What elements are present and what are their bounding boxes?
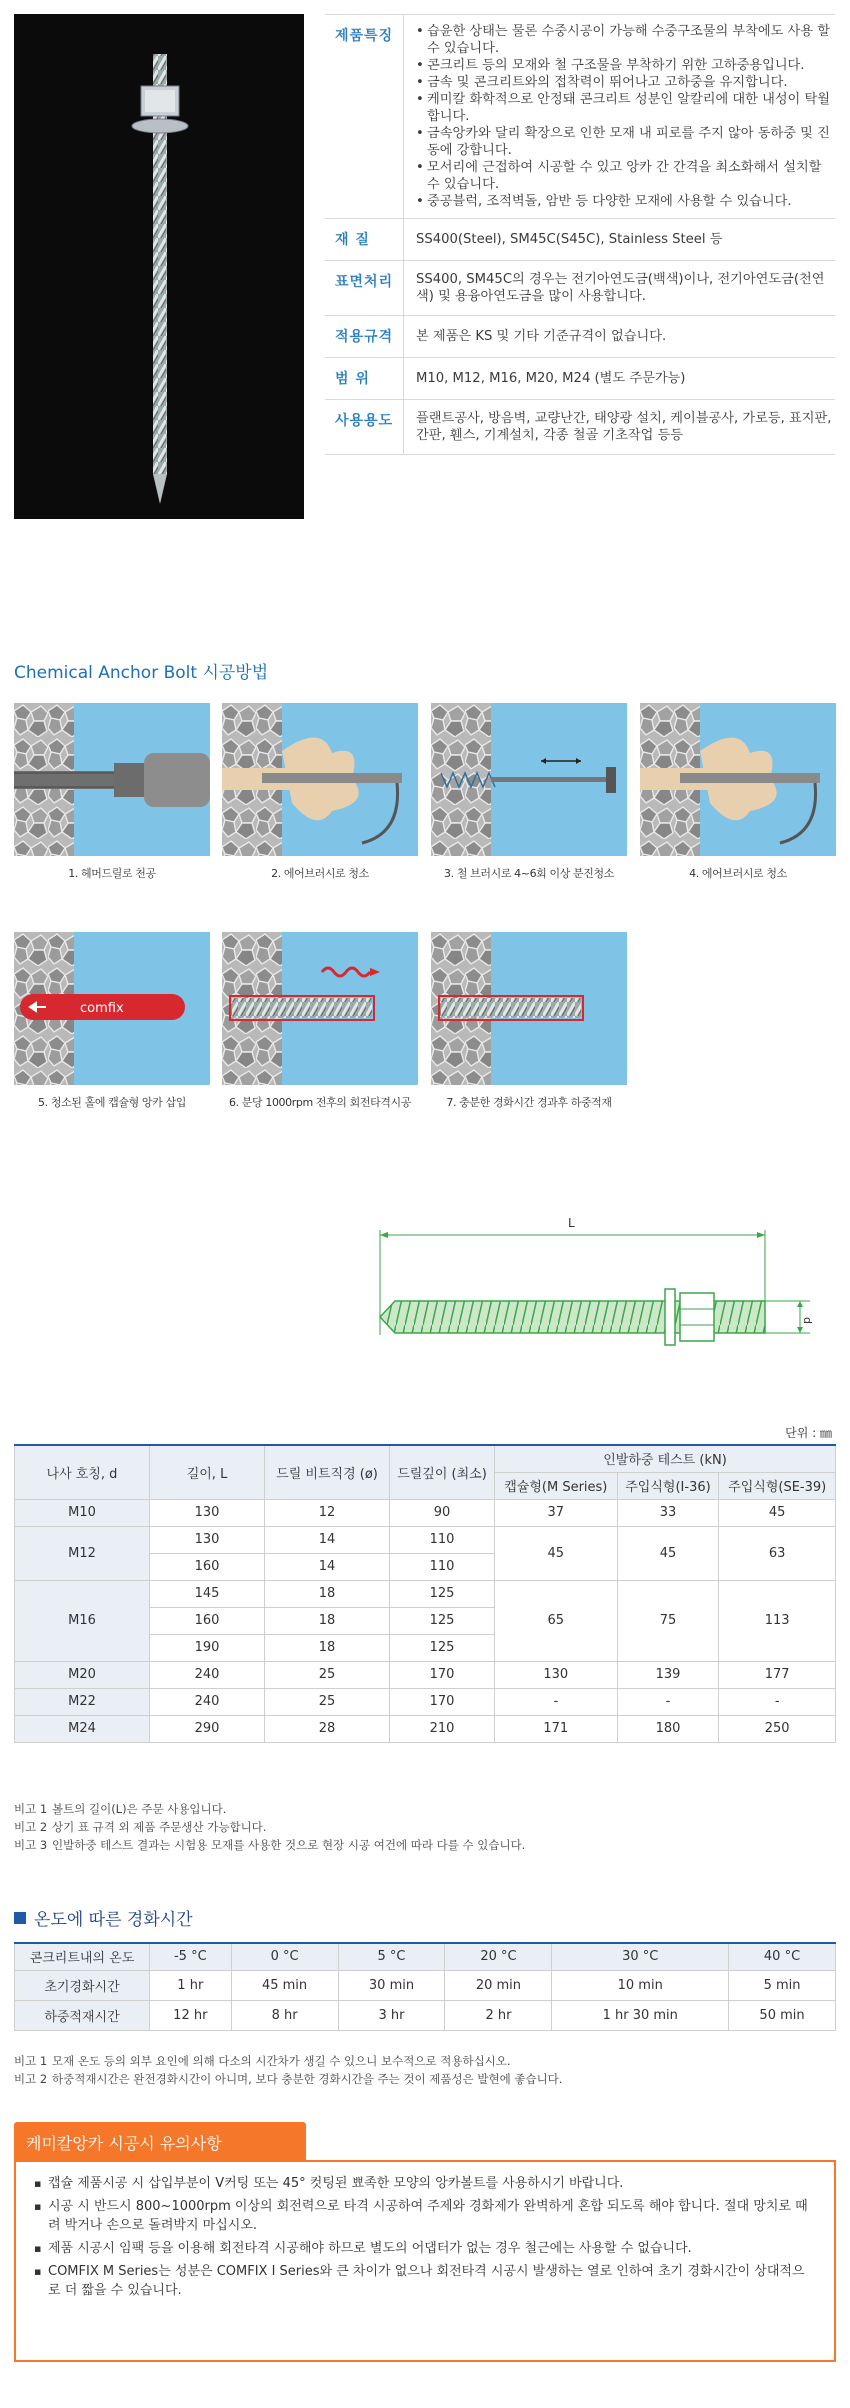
spec-value: SS400, SM45C의 경우는 전기아연도금(백색)이나, 전기아연도금(천연색) 및 용융아연도금을 많이 사용합니다. bbox=[403, 261, 835, 315]
table-row: M20 240 25 170 130 139 177 bbox=[15, 1661, 836, 1688]
step-caption: 3. 철 브러시로 4~6회 이상 분진청소 bbox=[444, 867, 614, 880]
step-caption: 6. 분당 1000rpm 전후의 회전타격시공 bbox=[229, 1096, 411, 1109]
step-4 bbox=[640, 703, 836, 881]
table-row: M12 130 14 110 45 45 63 bbox=[15, 1526, 836, 1553]
step-caption: 1. 헤머드릴로 천공 bbox=[68, 867, 156, 880]
table-row: 초기경화시간 1 hr 45 min 30 min 20 min 10 min 5 min bbox=[15, 1970, 836, 2000]
dimension-table bbox=[14, 1444, 836, 1743]
caution-item: ▪ 시공 시 반드시 800~1000rpm 이상의 회전력으로 타격 시공하여 주제와 경화제가 완벽하게 혼합 되도록 해야 합니다. 절대 망치로 때려 박거나 손으로 돌려박지 마십시오. bbox=[34, 2197, 816, 2235]
spec-value: 본 제품은 KS 및 기타 기준규격이 없습니다. bbox=[403, 316, 835, 357]
features-list bbox=[416, 23, 835, 210]
dimension-table-wrapper bbox=[14, 1444, 836, 1743]
spec-label: 적용규격 bbox=[335, 329, 394, 345]
table-row: M24 290 28 210 171 180 250 bbox=[15, 1715, 836, 1742]
spec-row-usage bbox=[325, 400, 835, 455]
step-caption: 4. 에어브러시로 청소 bbox=[689, 867, 787, 880]
feature-item: • 금속 및 콘크리트와의 접착력이 뛰어나고 고하중을 유지합니다. bbox=[416, 74, 835, 91]
step-1 bbox=[14, 703, 210, 881]
method-title: Chemical Anchor Bolt 시공방법 bbox=[14, 663, 269, 683]
capsule-label: comfix bbox=[80, 1001, 124, 1016]
step-4-image bbox=[640, 703, 836, 856]
caution-item: ▪ 제품 시공시 임팩 등을 이용해 회전타격 시공해야 하므로 별도의 어댑터가 없는 경우 철근에는 사용할 수 없습니다. bbox=[34, 2239, 816, 2258]
table-row: M10 130 12 90 37 33 45 bbox=[15, 1499, 836, 1526]
title-square-icon bbox=[14, 1912, 26, 1924]
temp-table: 콘크리트내의 온도 -5 °C 0 °C 5 °C 20 °C 30 °C 40 °C 초기경화시간 1 hr 45 min 30 min 20 min 10 min 5 min 하중적재시간 12 hr 8 hr 3 hr 2 hr 1 hr 30 min 50 min bbox=[14, 1942, 836, 2031]
col-header: 드릴 비트직경 (ø) bbox=[265, 1445, 390, 1499]
note: 비고 3 인발하중 테스트 결과는 시험용 모재를 사용한 것으로 현장 시공 여건에 따라 다를 수 있습니다. bbox=[14, 1838, 526, 1852]
spec-label: 범 위 bbox=[335, 371, 370, 387]
spec-label: 제품특징 bbox=[335, 28, 394, 44]
caution-item: ▪ COMFIX M Series는 성분은 COMFIX I Series와 큰 차이가 없으나 회전타격 시공시 발생하는 열로 인하여 초기 경화시간이 상대적으로 더 짧을 수 있습니다. bbox=[34, 2262, 816, 2300]
temp-section-title: 온도에 따른 경화시간 bbox=[14, 1905, 193, 1930]
temp-notes bbox=[14, 2052, 562, 2088]
spec-row-surface bbox=[325, 261, 835, 316]
step-caption: 7. 충분한 경화시간 경과후 하중적재 bbox=[446, 1096, 612, 1109]
feature-item: • 금속앙카와 달리 확장으로 인한 모재 내 피로를 주지 않아 동하중 및 진동에 강합니다. bbox=[416, 125, 835, 159]
step-5 bbox=[14, 932, 210, 1110]
spec-row-range bbox=[325, 358, 835, 400]
step-3 bbox=[431, 703, 627, 881]
spec-value: 플랜트공사, 방음벽, 교량난간, 태양광 설치, 케이블공사, 가로등, 표지판, 간판, 휀스, 기계설치, 각종 철골 기초작업 등등 bbox=[403, 400, 835, 454]
step-caption: 2. 에어브러시로 청소 bbox=[271, 867, 369, 880]
step-5-image bbox=[14, 932, 210, 1085]
note: 비고 2 상기 표 규격 외 제품 주문생산 가능합니다. bbox=[14, 1820, 267, 1834]
col-header: 길이, L bbox=[150, 1445, 265, 1499]
step-6 bbox=[222, 932, 418, 1110]
caution-title: 케미칼앙카 시공시 유의사항 bbox=[14, 2122, 306, 2160]
step-6-image bbox=[222, 932, 418, 1085]
temp-table-wrapper bbox=[14, 1942, 836, 2031]
step-caption: 5. 청소된 홀에 캡슐형 앙카 삽입 bbox=[38, 1096, 186, 1109]
spec-label: 표면처리 bbox=[335, 274, 394, 290]
bolt-dimension-diagram bbox=[360, 1205, 840, 1385]
spec-value: SS400(Steel), SM45C(S45C), Stainless Steel 등 bbox=[403, 219, 835, 260]
spec-table bbox=[325, 14, 835, 455]
table-row: 160 14 110 bbox=[15, 1553, 836, 1580]
product-photo bbox=[14, 14, 304, 519]
col-header: 인발하중 테스트 (kN) bbox=[495, 1445, 836, 1472]
step-2 bbox=[222, 703, 418, 881]
table-notes bbox=[14, 1800, 525, 1854]
note: 비고 2 하중적재시간은 완전경화시간이 아니며, 보다 충분한 경화시간을 주는 것이 제품성은 발현에 좋습니다. bbox=[14, 2072, 563, 2086]
col-header: 나사 호칭, d bbox=[15, 1445, 150, 1499]
spec-value: M10, M12, M16, M20, M24 (별도 주문가능) bbox=[403, 358, 835, 399]
table-row: 160 18 125 bbox=[15, 1607, 836, 1634]
caution-item: ▪ 캡슐 제품시공 시 삽입부분이 V커팅 또는 45° 컷팅된 뾰족한 모양의 앙카볼트를 사용하시기 바랍니다. bbox=[34, 2174, 816, 2193]
feature-item: • 콘크리트 등의 모재와 철 구조물을 부착하기 위한 고하중용입니다. bbox=[416, 57, 835, 74]
table-row: M16 145 18 125 65 75 113 bbox=[15, 1580, 836, 1607]
step-1-image bbox=[14, 703, 210, 856]
table-row: M22 240 25 170 - - - bbox=[15, 1688, 836, 1715]
feature-item: • 중공블럭, 조적벽돌, 암반 등 다양한 모재에 사용할 수 있습니다. bbox=[416, 193, 835, 210]
spec-label: 사용용도 bbox=[335, 413, 394, 429]
note: 비고 1 모재 온도 등의 외부 요인에 의해 다소의 시간차가 생길 수 있으니 보수적으로 적용하십시오. bbox=[14, 2054, 511, 2068]
caution-box bbox=[14, 2160, 836, 2362]
length-label: L bbox=[568, 1216, 575, 1230]
spec-row-material bbox=[325, 219, 835, 261]
step-3-image bbox=[431, 703, 627, 856]
feature-item: • 케미칼 화학적으로 안정돼 콘크리트 성분인 알칼리에 대한 내성이 탁월합니다. bbox=[416, 91, 835, 125]
table-row: 하중적재시간 12 hr 8 hr 3 hr 2 hr 1 hr 30 min 50 min bbox=[15, 2000, 836, 2030]
col-header: 드릴깊이 (최소) bbox=[390, 1445, 495, 1499]
step-7 bbox=[431, 932, 627, 1110]
col-subheader: 캡슐형(M Series) bbox=[495, 1472, 618, 1499]
feature-item: • 모서리에 근접하여 시공할 수 있고 앙카 간 간격을 최소화해서 설치할 수 있습니다. bbox=[416, 159, 835, 193]
feature-item: • 습윤한 상태는 물론 수중시공이 가능해 수중구조물의 부착에도 사용 할 수 있습니다. bbox=[416, 23, 835, 57]
unit-label: 단위 : ㎜ bbox=[785, 1426, 832, 1440]
step-7-image bbox=[431, 932, 627, 1085]
table-row: 190 18 125 bbox=[15, 1634, 836, 1661]
note: 비고 1 볼트의 길이(L)은 주문 사용입니다. bbox=[14, 1802, 227, 1816]
spec-row-features bbox=[325, 14, 835, 219]
col-subheader: 주입식형(I-36) bbox=[617, 1472, 719, 1499]
spec-label: 재 질 bbox=[335, 232, 370, 248]
spec-row-standard bbox=[325, 316, 835, 358]
diameter-label: d bbox=[801, 1317, 814, 1324]
step-2-image bbox=[222, 703, 418, 856]
col-subheader: 주입식형(SE-39) bbox=[719, 1472, 836, 1499]
